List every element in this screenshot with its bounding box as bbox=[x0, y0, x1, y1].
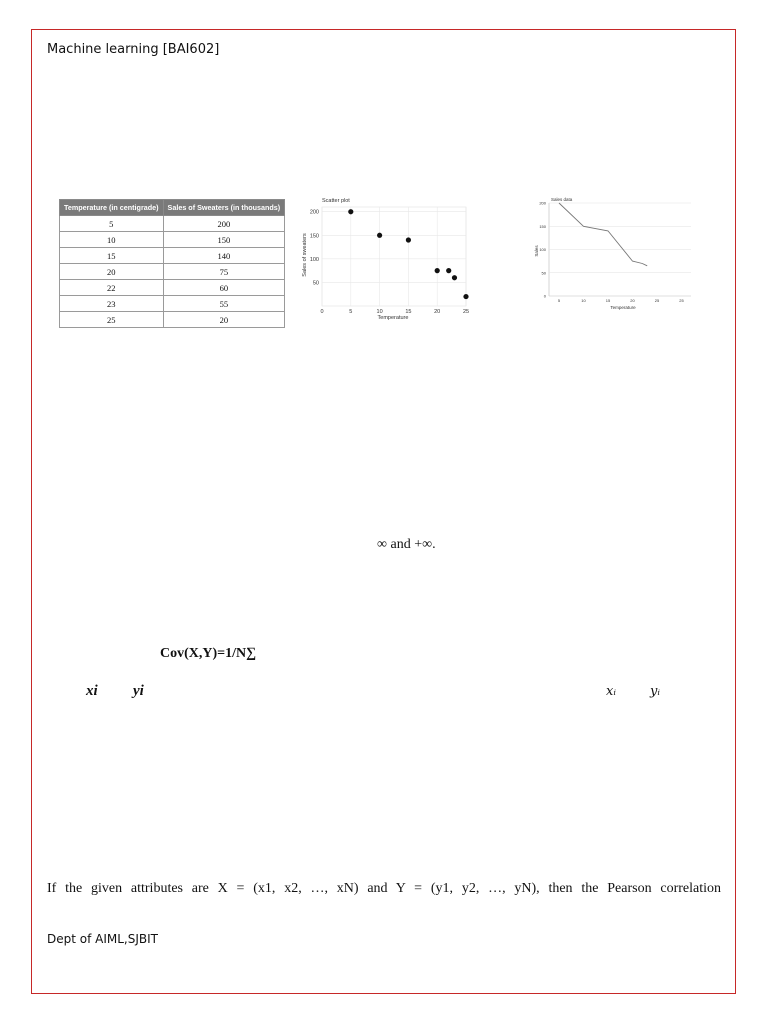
scatter-point bbox=[377, 233, 382, 238]
table-cell: 25 bbox=[60, 312, 164, 328]
table-cell: 60 bbox=[163, 280, 285, 296]
table-row bbox=[60, 296, 285, 312]
y-tick-label: 50 bbox=[541, 270, 546, 276]
y-axis-label: Sales bbox=[534, 245, 539, 257]
scatter-point bbox=[463, 294, 468, 299]
x-axis-label: Temperature bbox=[377, 315, 409, 321]
scatter-point bbox=[348, 209, 353, 214]
table-cell: 15 bbox=[60, 248, 164, 264]
pearson-correlation-text: If the given attributes are X = (x1, x2, …, xN) and Y = (y1, y2, …, yN), then the Pearson correlation bbox=[47, 881, 721, 896]
y-tick-label: 150 bbox=[309, 233, 319, 240]
table-row bbox=[60, 248, 285, 264]
table-row bbox=[60, 232, 285, 248]
table-cell: 23 bbox=[60, 296, 164, 312]
page-footer: Dept of AIML,SJBIT bbox=[47, 932, 158, 946]
infinity-range-text: ∞ and +∞. bbox=[377, 537, 436, 552]
table-cell: 5 bbox=[60, 216, 164, 232]
x-tick-label: 25 bbox=[654, 298, 660, 303]
x-tick-label: 5 bbox=[557, 298, 561, 303]
x-tick-label: 25 bbox=[679, 298, 684, 303]
y-tick-label: 50 bbox=[312, 280, 319, 287]
sweater-sales-table bbox=[59, 199, 285, 328]
xi-math-symbol: xᵢ bbox=[606, 684, 616, 699]
x-tick-label: 20 bbox=[630, 298, 635, 303]
y-axis-label: Sales of sweaters bbox=[302, 233, 308, 277]
table-row bbox=[60, 216, 285, 232]
x-tick-label: 15 bbox=[405, 309, 412, 315]
y-tick-label: 100 bbox=[309, 256, 319, 263]
scatter-point bbox=[435, 268, 440, 273]
page-border bbox=[31, 29, 736, 994]
table-header-row bbox=[60, 200, 285, 216]
x-tick-label: 0 bbox=[320, 309, 324, 315]
sales-line-chart bbox=[533, 193, 697, 313]
scatter-point bbox=[446, 268, 451, 273]
xi-label: xi bbox=[86, 683, 98, 699]
x-tick-label: 15 bbox=[605, 298, 611, 303]
table-cell: 10 bbox=[60, 232, 164, 248]
x-axis-label: Temperature bbox=[610, 305, 636, 310]
table-cell: 75 bbox=[163, 264, 285, 280]
table-cell: 200 bbox=[163, 216, 285, 232]
y-tick-label: 200 bbox=[539, 200, 546, 206]
y-tick-label: 100 bbox=[539, 247, 546, 252]
x-tick-label: 5 bbox=[349, 309, 353, 315]
chart-title: Sales data bbox=[551, 197, 573, 202]
table-row bbox=[60, 312, 285, 328]
page-header: Machine learning [BAI602] bbox=[47, 42, 220, 57]
covariance-formula: Cov(X,Y)=1/N∑ bbox=[160, 646, 257, 661]
plot-area bbox=[322, 207, 466, 306]
table-cell: 55 bbox=[163, 296, 285, 312]
table-cell: 150 bbox=[163, 232, 285, 248]
yi-math-symbol: yᵢ bbox=[650, 684, 660, 699]
x-tick-label: 25 bbox=[462, 309, 470, 315]
table-cell: 20 bbox=[60, 264, 164, 280]
scatter-point bbox=[406, 237, 411, 242]
x-tick-label: 10 bbox=[376, 309, 383, 315]
table-row bbox=[60, 264, 285, 280]
yi-label: yi bbox=[133, 683, 144, 699]
chart-title: Scatter plot bbox=[322, 198, 350, 204]
sales-series-line bbox=[559, 203, 647, 266]
table-cell: 140 bbox=[163, 248, 285, 264]
x-tick-label: 10 bbox=[581, 298, 586, 303]
scatter-plot-chart bbox=[298, 193, 473, 323]
table-cell: 20 bbox=[163, 312, 285, 328]
table-header-temperature: Temperature (in centigrade) bbox=[60, 200, 164, 216]
y-tick-label: 0 bbox=[543, 293, 546, 299]
scatter-point bbox=[452, 275, 457, 280]
y-tick-label: 150 bbox=[539, 223, 546, 229]
y-tick-label: 200 bbox=[309, 209, 319, 216]
table-header-sales: Sales of Sweaters (in thousands) bbox=[163, 200, 285, 216]
table-cell: 22 bbox=[60, 280, 164, 296]
table-row bbox=[60, 280, 285, 296]
x-tick-label: 20 bbox=[434, 309, 441, 315]
